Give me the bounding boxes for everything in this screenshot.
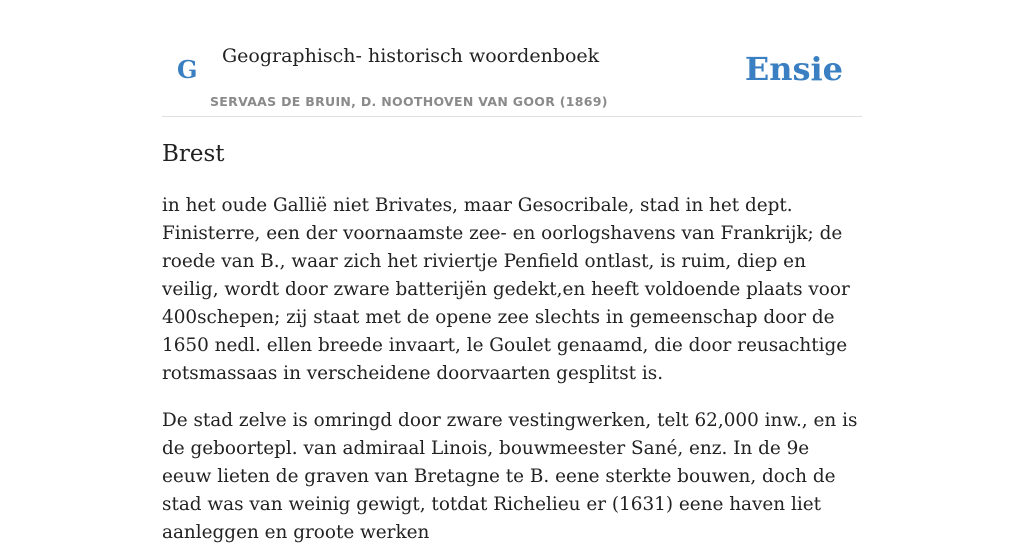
book-author: SERVAAS DE BRUIN, D. NOOTHOVEN VAN GOOR (1869) (210, 94, 608, 109)
book-logo-icon[interactable]: G (177, 55, 198, 84)
site-header (162, 0, 862, 117)
entry-paragraph: in het oude Gallië niet Brivates, maar Gesocribale, stad in het dept. Finisterre, een der voornaamste zee- en oorlogshavens van Frankrijk; de roede van B., waar zich het riviertje Penfield ontlast, is ruim, diep en veilig, wordt door zware batterijën gedekt,en heeft voldoende plaats voor 400schepen; zij staat met de opene zee slechts in gemeenschap door de 1650 nedl. ellen breede invaart, le Goulet genaamd, die door reusachtige rotsmassaas in verscheidene doorvaarten gesplitst is. (162, 195, 850, 384)
entry-content (162, 138, 862, 547)
entry-title: Brest (162, 141, 225, 167)
ensie-logo[interactable]: Ensie (744, 50, 843, 88)
entry-paragraph: De stad zelve is omringd door zware vestingwerken, telt 62,000 inw., en is de geboortepl. van admiraal Linois, bouwmeester Sané, enz. In de 9e eeuw lieten de graven van Bretagne te B. eene sterkte bouwen, doch de stad was van weinig gewigt, totdat Richelieu er (1631) eene haven liet aanleggen en groote werken (162, 410, 858, 543)
book-title[interactable]: Geographisch- historisch woordenboek (222, 45, 600, 67)
